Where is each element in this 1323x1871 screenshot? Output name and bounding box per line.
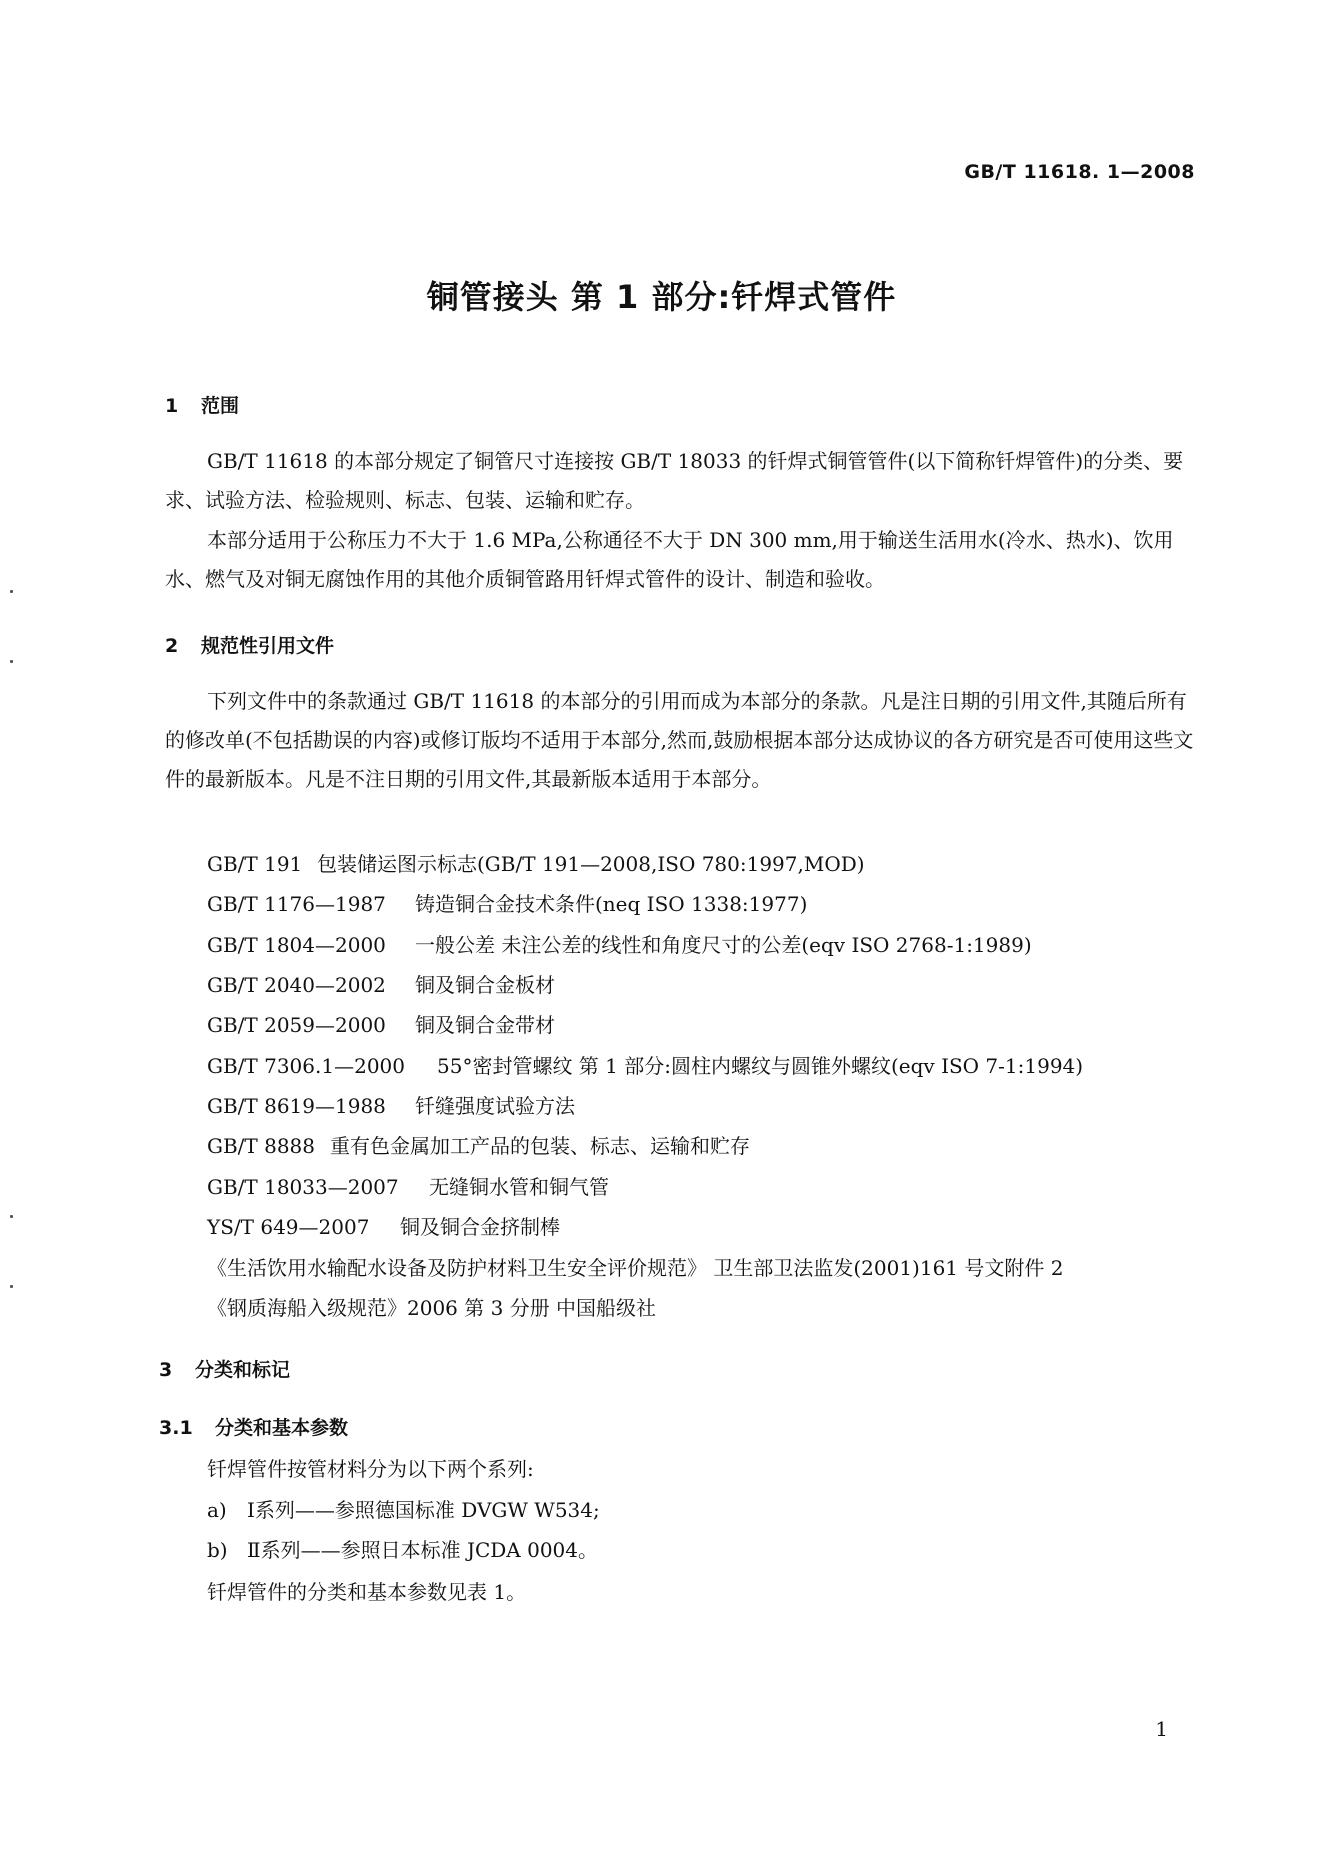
reference-item (207, 929, 1032, 958)
document-number: GB/T 11618. 1—2008 (964, 161, 1195, 183)
reference-code: GB/T 7306.1—2000 (207, 1054, 405, 1078)
reference-code: GB/T 8619—1988 (207, 1094, 386, 1118)
reference-code: GB/T 18033—2007 (207, 1175, 399, 1199)
subsection-number: 3.1 (159, 1417, 193, 1439)
reference-item (207, 1050, 1083, 1079)
scan-speck (10, 590, 13, 593)
scan-speck (10, 660, 13, 663)
reference-code: GB/T 1176—1987 (207, 892, 386, 916)
subsection-title: 分类和基本参数 (215, 1417, 349, 1439)
reference-title: 铸造铜合金技术条件(neq ISO 1338:1977) (415, 892, 808, 916)
section-title: 规范性引用文件 (201, 635, 335, 657)
list-text: Ⅱ系列——参照日本标准 JCDA 0004。 (247, 1538, 599, 1562)
reference-title: 铜及铜合金带材 (415, 1013, 555, 1037)
section-title: 范围 (201, 395, 240, 417)
reference-code: GB/T 1804—2000 (207, 933, 386, 957)
reference-item: 《钢质海船入级规范》2006 第 3 分册 中国船级社 (207, 1296, 657, 1320)
reference-code: GB/T 191 (207, 852, 303, 876)
list-item (207, 1494, 600, 1523)
section-number: 3 (159, 1359, 173, 1381)
paragraph: 本部分适用于公称压力不大于 1.6 MPa,公称通径不大于 DN 300 mm,用于输送生活用水(冷水、热水)、饮用水、燃气及对铜无腐蚀作用的其他介质铜管路用钎焊式管件的设计、制造和验收。 (165, 528, 1174, 591)
reference-title: 重有色金属加工产品的包装、标志、运输和贮存 (330, 1134, 750, 1158)
section-number: 2 (165, 635, 179, 657)
reference-item (207, 1211, 560, 1240)
reference-title: 一般公差 未注公差的线性和角度尺寸的公差(eqv ISO 2768-1:1989) (415, 933, 1032, 957)
reference-title: 包装储运图示标志(GB/T 191—2008,ISO 780:1997,MOD) (317, 852, 865, 876)
reference-title: 55°密封管螺纹 第 1 部分:圆柱内螺纹与圆锥外螺纹(eqv ISO 7-1:1994) (437, 1054, 1084, 1078)
reference-item: 《生活饮用水输配水设备及防护材料卫生安全评价规范》 卫生部卫法监发(2001)161 号文附件 2 (207, 1256, 1064, 1280)
reference-item (207, 848, 865, 877)
reference-item (207, 1171, 609, 1200)
section-2-heading (165, 631, 334, 658)
reference-item (207, 969, 555, 998)
section-1-heading (165, 391, 239, 418)
paragraph: 下列文件中的条款通过 GB/T 11618 的本部分的引用而成为本部分的条款。凡是注日期的引用文件,其随后所有的修改单(不包括勘误的内容)或修订版均不适用于本部分,然而,鼓励根据本部分达成协议的各方研究是否可使用这些文件的最新版本。凡是不注日期的引用文件,其最新版本适用于本部分。 (165, 689, 1194, 791)
reference-code: GB/T 8888 (207, 1134, 316, 1158)
paragraph: 钎焊管件的分类和基本参数见表 1。 (207, 1580, 527, 1604)
list-item (207, 1534, 598, 1563)
reference-title: 铜及铜合金板材 (415, 973, 555, 997)
page-number: 1 (1155, 1717, 1168, 1741)
section-3-heading (159, 1355, 290, 1382)
reference-item (207, 1009, 555, 1038)
reference-title: 无缝铜水管和铜气管 (429, 1175, 609, 1199)
scan-speck (10, 1285, 13, 1288)
subsection-3-1-heading (159, 1413, 348, 1440)
paragraph: 钎焊管件按管材料分为以下两个系列: (207, 1457, 534, 1481)
scan-speck (10, 1215, 13, 1218)
section-title: 分类和标记 (195, 1359, 291, 1381)
list-label: b) (207, 1538, 228, 1562)
list-text: Ⅰ系列——参照德国标准 DVGW W534; (247, 1498, 600, 1522)
reference-code: YS/T 649—2007 (207, 1215, 370, 1239)
section-number: 1 (165, 395, 179, 417)
reference-title: 铜及铜合金挤制棒 (400, 1215, 560, 1239)
reference-item (207, 1090, 575, 1119)
reference-item (207, 888, 807, 917)
reference-title: 钎缝强度试验方法 (415, 1094, 575, 1118)
list-label: a) (207, 1498, 227, 1522)
reference-code: GB/T 2059—2000 (207, 1013, 386, 1037)
page-title: 铜管接头 第 1 部分:钎焊式管件 (426, 278, 897, 316)
paragraph: GB/T 11618 的本部分规定了铜管尺寸连接按 GB/T 18033 的钎焊式铜管管件(以下简称钎焊管件)的分类、要求、试验方法、检验规则、标志、包装、运输和贮存。 (165, 449, 1184, 512)
reference-code: GB/T 2040—2002 (207, 973, 386, 997)
reference-item (207, 1130, 750, 1159)
